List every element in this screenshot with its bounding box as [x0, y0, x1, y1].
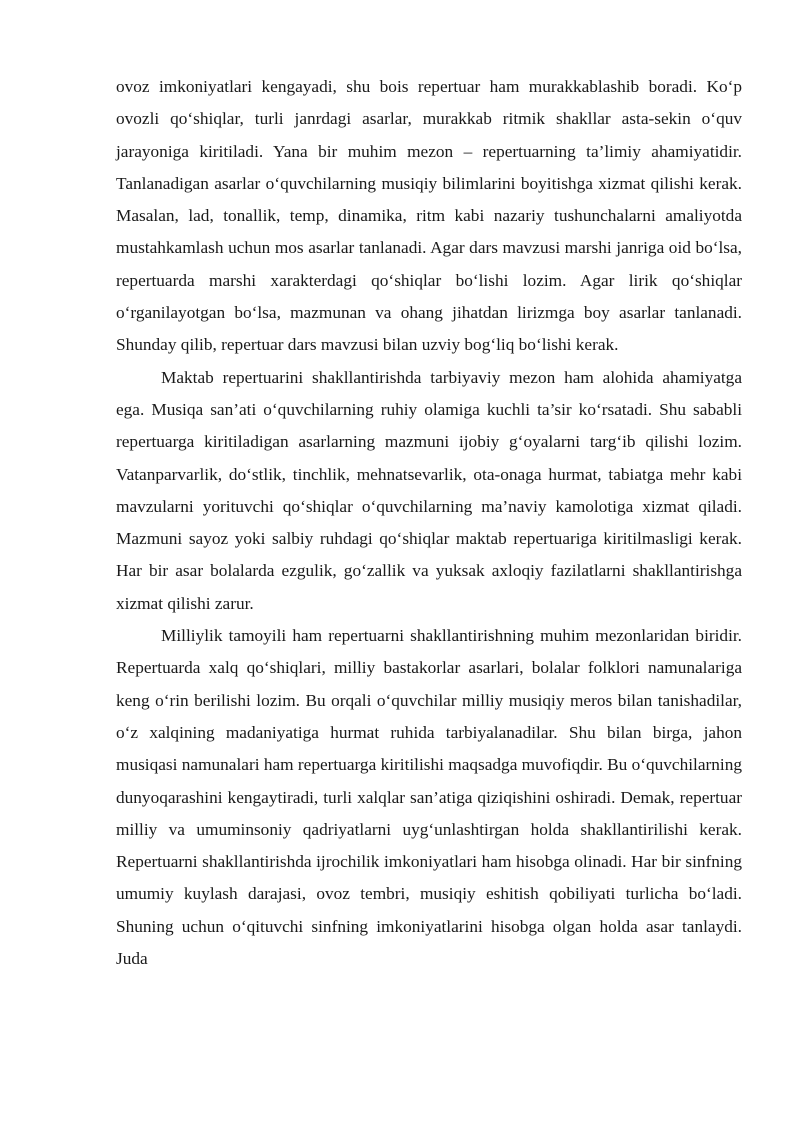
paragraph-continuation: ovoz imkoniyatlari kengayadi, shu bois repertuar ham murakkablashib boradi. Ko‘p ovozli qo‘shiqlar, turli janrdagi asarlar, murakkab ritmik shakllar asta-sekin o‘quv jarayoniga kiritiladi. Yana bir muhim mezon – repertuarning ta’limiy ahamiyatidir. Tanlanadigan asarlar o‘quvchilarning musiqiy bilimlarini boyitishga xizmat qilishi kerak. Masalan, lad, tonallik, temp, dinamika, ritm kabi nazariy tushunchalarni amaliyotda mustahkamlash uchun mos asarlar tanlanadi. Agar dars mavzusi marshi janriga oid bo‘lsa, repertuarda marshi xarakterdagi qo‘shiqlar bo‘lishi lozim. Agar lirik qo‘shiqlar o‘rganilayotgan bo‘lsa, mazmunan va ohang jihatdan lirizmga boy asarlar tanlanadi. Shunday qilib, repertuar dars mavzusi bilan uzviy bog‘liq bo‘lishi kerak.	[116, 77, 742, 355]
paragraph-national-principle: Milliylik tamoyili ham repertuarni shakllantirishning muhim mezonlaridan biridir. Repertuarda xalq qo‘shiqlari, milliy bastakorlar asarlari, bolalar folklori namunalariga keng o‘rin berilishi lozim. Bu orqali o‘quvchilar milliy musiqiy meros bilan tanishadilar, o‘z xalqining madaniyatiga hurmat ruhida tarbiyalanadilar. Shu bilan birga, jahon musiqasi namunalari ham repertuarga kiritilishi maqsadga muvofiqdir. Bu o‘quvchilarning dunyoqarashini kengaytiradi, turli xalqlar san’atiga qiziqishini oshiradi. Demak, repertuar milliy va umuminsoniy qadriyatlarni uyg‘unlashtirgan holda shakllantirilishi kerak. Repertuarni shakllantirishda ijrochilik imkoniyatlari ham hisobga olinadi. Har bir sinfning umumiy kuylash darajasi, ovoz tembri, musiqiy eshitish qobiliyati turlicha bo‘ladi. Shuning uchun o‘qituvchi sinfning imkoniyatlarini hisobga olgan holda asar tanlaydi. Juda	[116, 626, 742, 969]
paragraph-educational-criterion: Maktab repertuarini shakllantirishda tarbiyaviy mezon ham alohida ahamiyatga ega. Musiqa san’ati o‘quvchilarning ruhiy olamiga kuchli ta’sir ko‘rsatadi. Shu sababli repertuarga kiritiladigan asarlarning mazmuni ijobiy g‘oyalarni targ‘ib qilishi lozim. Vatanparvarlik, do‘stlik, tinchlik, mehnatsevarlik, ota-onaga hurmat, tabiatga mehr kabi mavzularni yorituvchi qo‘shiqlar o‘quvchilarning ma’naviy kamolotiga xizmat qiladi. Mazmuni sayoz yoki salbiy ruhdagi qo‘shiqlar maktab repertuariga kiritilmasligi kerak. Har bir asar bolalarda ezgulik, go‘zallik va yuksak axloqiy fazilatlarni shakllantirishga xizmat qilishi zarur.	[116, 367, 742, 613]
body-text	[116, 71, 742, 975]
